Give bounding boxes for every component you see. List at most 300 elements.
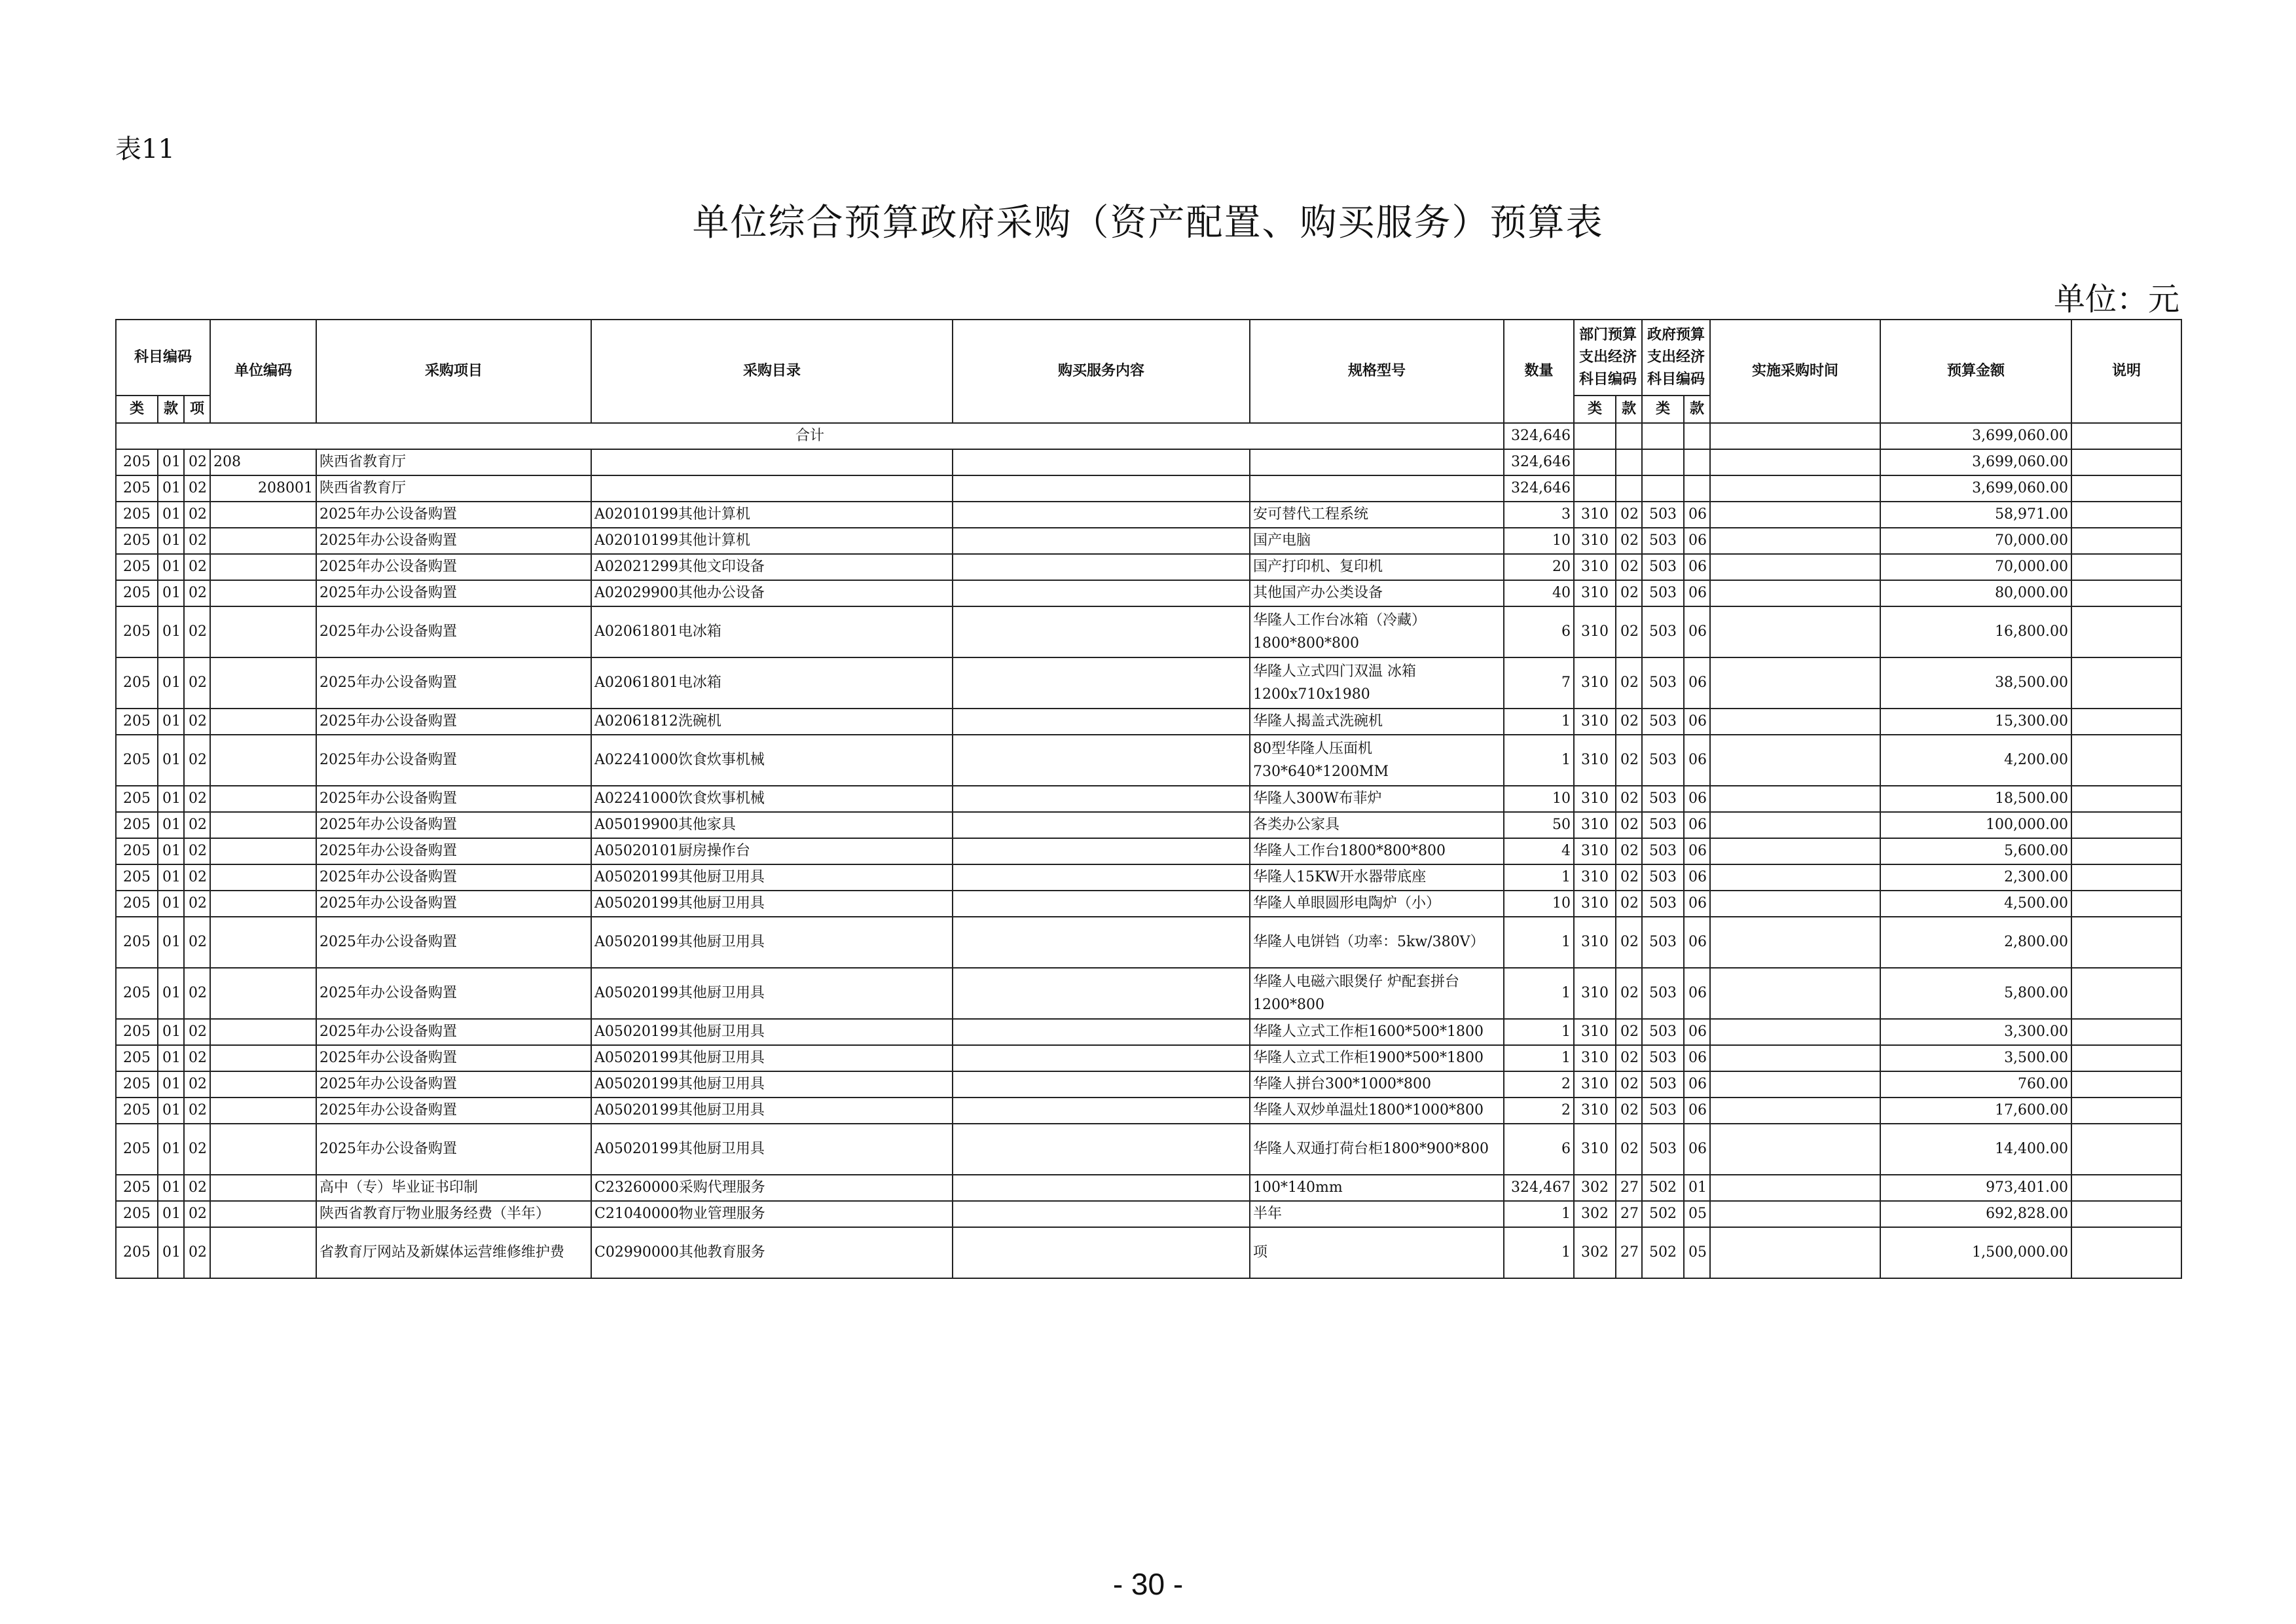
cell-amount: 760.00 xyxy=(1880,1071,2071,1098)
cell-time xyxy=(1710,812,1880,838)
cell-gov-kuan xyxy=(1684,449,1710,475)
cell-catalog: C21040000物业管理服务 xyxy=(591,1201,953,1227)
cell-dept-lei: 310 xyxy=(1574,580,1616,606)
cell-gov-lei: 502 xyxy=(1642,1175,1684,1201)
cell-unit-code xyxy=(210,657,316,709)
cell-kuan: 01 xyxy=(158,1071,184,1098)
cell-item: 2025年办公设备购置 xyxy=(316,786,591,812)
header-dept-kuan: 款 xyxy=(1616,396,1642,423)
cell-gov-lei xyxy=(1642,475,1684,502)
cell-kuan: 01 xyxy=(158,1227,184,1278)
cell-lei: 205 xyxy=(116,1201,158,1227)
cell-gov-lei: 503 xyxy=(1642,580,1684,606)
cell-xiang: 02 xyxy=(184,1227,210,1278)
cell-note xyxy=(2071,735,2181,786)
cell-spec: 华隆人双炒单温灶1800*1000*800 xyxy=(1250,1098,1504,1124)
cell-kuan: 01 xyxy=(158,606,184,657)
cell-gov-kuan: 06 xyxy=(1684,1124,1710,1175)
cell-unit-code xyxy=(210,812,316,838)
cell-time xyxy=(1710,502,1880,528)
table-row xyxy=(116,838,2181,864)
cell-dept-kuan: 02 xyxy=(1616,657,1642,709)
table-row xyxy=(116,528,2181,554)
cell-dept-lei: 310 xyxy=(1574,735,1616,786)
cell-note xyxy=(2071,606,2181,657)
cell-item: 2025年办公设备购置 xyxy=(316,864,591,891)
cell-dept-kuan: 02 xyxy=(1616,709,1642,735)
cell-unit-code xyxy=(210,606,316,657)
cell-qty: 2 xyxy=(1504,1071,1574,1098)
header-unit-code: 单位编码 xyxy=(210,320,316,423)
cell-qty: 1 xyxy=(1504,1227,1574,1278)
cell-kuan: 01 xyxy=(158,891,184,917)
cell-lei: 205 xyxy=(116,528,158,554)
cell-gov-kuan: 06 xyxy=(1684,657,1710,709)
cell-spec: 华隆人双通打荷台柜1800*900*800 xyxy=(1250,1124,1504,1175)
cell-gov-kuan: 06 xyxy=(1684,1071,1710,1098)
cell-catalog: A02021299其他文印设备 xyxy=(591,554,953,580)
cell-xiang: 02 xyxy=(184,1124,210,1175)
cell-service xyxy=(953,1098,1250,1124)
cell-lei: 205 xyxy=(116,709,158,735)
cell-xiang: 02 xyxy=(184,580,210,606)
cell-lei: 205 xyxy=(116,812,158,838)
cell-unit-code xyxy=(210,1071,316,1098)
cell-gov-kuan: 06 xyxy=(1684,580,1710,606)
cell-service xyxy=(953,502,1250,528)
cell-qty: 20 xyxy=(1504,554,1574,580)
cell-gov-kuan xyxy=(1684,475,1710,502)
cell-dept-kuan: 02 xyxy=(1616,917,1642,968)
cell-time xyxy=(1710,786,1880,812)
table-row xyxy=(116,449,2181,475)
cell-item: 2025年办公设备购置 xyxy=(316,968,591,1019)
cell-spec: 华隆人立式工作柜1600*500*1800 xyxy=(1250,1019,1504,1045)
cell-qty: 1 xyxy=(1504,1045,1574,1071)
cell-catalog: A05020199其他厨卫用具 xyxy=(591,1071,953,1098)
cell-gov-kuan: 06 xyxy=(1684,554,1710,580)
cell-catalog: A02061812洗碗机 xyxy=(591,709,953,735)
cell-item: 2025年办公设备购置 xyxy=(316,735,591,786)
cell-dept-kuan: 02 xyxy=(1616,1098,1642,1124)
cell-xiang: 02 xyxy=(184,1201,210,1227)
cell-time xyxy=(1710,1071,1880,1098)
cell-xiang: 02 xyxy=(184,917,210,968)
cell-gov-lei: 503 xyxy=(1642,917,1684,968)
header-note: 说明 xyxy=(2071,320,2181,423)
cell-item: 2025年办公设备购置 xyxy=(316,580,591,606)
table-row xyxy=(116,1227,2181,1278)
cell-unit-code xyxy=(210,891,316,917)
cell-xiang: 02 xyxy=(184,606,210,657)
cell-catalog: A02061801电冰箱 xyxy=(591,657,953,709)
header-qty: 数量 xyxy=(1504,320,1574,423)
cell-service xyxy=(953,1201,1250,1227)
cell-item: 2025年办公设备购置 xyxy=(316,1071,591,1098)
cell-catalog: A05019900其他家具 xyxy=(591,812,953,838)
cell-kuan: 01 xyxy=(158,838,184,864)
cell-dept-kuan: 02 xyxy=(1616,1071,1642,1098)
cell-gov-kuan: 06 xyxy=(1684,864,1710,891)
table-row xyxy=(116,1175,2181,1201)
cell-kuan: 01 xyxy=(158,449,184,475)
cell-spec: 项 xyxy=(1250,1227,1504,1278)
cell-item: 2025年办公设备购置 xyxy=(316,606,591,657)
table-row xyxy=(116,657,2181,709)
cell-time xyxy=(1710,864,1880,891)
cell-amount: 70,000.00 xyxy=(1880,528,2071,554)
cell-qty: 2 xyxy=(1504,1098,1574,1124)
cell-qty: 6 xyxy=(1504,1124,1574,1175)
cell-catalog: A02241000饮食炊事机械 xyxy=(591,735,953,786)
cell-dept-lei: 310 xyxy=(1574,786,1616,812)
cell-amount: 18,500.00 xyxy=(1880,786,2071,812)
cell-unit-code: 208001 xyxy=(210,475,316,502)
cell-dept-lei: 302 xyxy=(1574,1175,1616,1201)
cell-spec: 华隆人单眼圆形电陶炉（小） xyxy=(1250,891,1504,917)
cell-unit-code xyxy=(210,1098,316,1124)
total-amount: 3,699,060.00 xyxy=(1880,423,2071,449)
cell-gov-lei: 503 xyxy=(1642,735,1684,786)
cell-unit-code xyxy=(210,1201,316,1227)
cell-dept-lei: 310 xyxy=(1574,1071,1616,1098)
table-row xyxy=(116,606,2181,657)
table-row xyxy=(116,891,2181,917)
cell-lei: 205 xyxy=(116,917,158,968)
cell-time xyxy=(1710,1201,1880,1227)
cell-spec: 华隆人300W布菲炉 xyxy=(1250,786,1504,812)
cell-xiang: 02 xyxy=(184,891,210,917)
cell-dept-lei xyxy=(1574,475,1616,502)
cell-service xyxy=(953,735,1250,786)
cell-gov-lei: 503 xyxy=(1642,786,1684,812)
header-time: 实施采购时间 xyxy=(1710,320,1880,423)
cell-time xyxy=(1710,1098,1880,1124)
cell-note xyxy=(2071,502,2181,528)
cell-lei: 205 xyxy=(116,606,158,657)
cell-catalog: A05020199其他厨卫用具 xyxy=(591,968,953,1019)
cell-lei: 205 xyxy=(116,554,158,580)
cell-dept-lei: 310 xyxy=(1574,1098,1616,1124)
header-dept-econ: 部门预算支出经济科目编码 xyxy=(1574,320,1642,396)
cell-service xyxy=(953,606,1250,657)
cell-dept-kuan: 27 xyxy=(1616,1201,1642,1227)
cell-qty: 1 xyxy=(1504,709,1574,735)
cell-unit-code xyxy=(210,709,316,735)
cell-item: 2025年办公设备购置 xyxy=(316,1045,591,1071)
cell-time xyxy=(1710,1227,1880,1278)
cell-note xyxy=(2071,891,2181,917)
header-xiang: 项 xyxy=(184,396,210,423)
cell-unit-code xyxy=(210,580,316,606)
cell-note xyxy=(2071,528,2181,554)
cell-spec: 其他国产办公类设备 xyxy=(1250,580,1504,606)
table-row xyxy=(116,968,2181,1019)
cell-xiang: 02 xyxy=(184,709,210,735)
cell-item: 2025年办公设备购置 xyxy=(316,528,591,554)
cell-item: 陕西省教育厅物业服务经费（半年） xyxy=(316,1201,591,1227)
cell-lei: 205 xyxy=(116,475,158,502)
cell-dept-kuan: 02 xyxy=(1616,1019,1642,1045)
cell-spec: 华隆人电磁六眼煲仔 炉配套拼台1200*800 xyxy=(1250,968,1504,1019)
cell-gov-lei: 502 xyxy=(1642,1201,1684,1227)
cell-xiang: 02 xyxy=(184,864,210,891)
cell-qty: 1 xyxy=(1504,864,1574,891)
cell-service xyxy=(953,709,1250,735)
cell-dept-kuan: 02 xyxy=(1616,968,1642,1019)
header-subject-code: 科目编码 xyxy=(116,320,210,396)
cell-gov-kuan: 06 xyxy=(1684,1019,1710,1045)
cell-spec xyxy=(1250,475,1504,502)
cell-amount: 100,000.00 xyxy=(1880,812,2071,838)
budget-table xyxy=(115,319,2182,1279)
header-dept-lei: 类 xyxy=(1574,396,1616,423)
cell-unit-code xyxy=(210,838,316,864)
table-row xyxy=(116,917,2181,968)
cell-spec: 各类办公家具 xyxy=(1250,812,1504,838)
cell-unit-code xyxy=(210,1227,316,1278)
cell-service xyxy=(953,475,1250,502)
cell-dept-lei: 310 xyxy=(1574,968,1616,1019)
table-label: 表11 xyxy=(115,134,175,164)
cell-dept-kuan: 02 xyxy=(1616,528,1642,554)
cell-item: 2025年办公设备购置 xyxy=(316,709,591,735)
cell-qty: 10 xyxy=(1504,786,1574,812)
cell-lei: 205 xyxy=(116,657,158,709)
cell-lei: 205 xyxy=(116,891,158,917)
cell-catalog: A05020199其他厨卫用具 xyxy=(591,864,953,891)
header-item: 采购项目 xyxy=(316,320,591,423)
cell-xiang: 02 xyxy=(184,735,210,786)
table-row xyxy=(116,1124,2181,1175)
cell-catalog: A05020101厨房操作台 xyxy=(591,838,953,864)
cell-amount: 692,828.00 xyxy=(1880,1201,2071,1227)
cell-lei: 205 xyxy=(116,1045,158,1071)
cell-catalog: A05020199其他厨卫用具 xyxy=(591,1019,953,1045)
cell-gov-lei: 503 xyxy=(1642,1045,1684,1071)
cell-lei: 205 xyxy=(116,1098,158,1124)
cell-unit-code xyxy=(210,968,316,1019)
cell-time xyxy=(1710,891,1880,917)
cell-time xyxy=(1710,449,1880,475)
cell-catalog: A05020199其他厨卫用具 xyxy=(591,917,953,968)
cell-time xyxy=(1710,838,1880,864)
cell-dept-kuan: 27 xyxy=(1616,1227,1642,1278)
table-row xyxy=(116,709,2181,735)
cell-amount: 17,600.00 xyxy=(1880,1098,2071,1124)
cell-note xyxy=(2071,580,2181,606)
cell-spec: 华隆人揭盖式洗碗机 xyxy=(1250,709,1504,735)
cell-item: 2025年办公设备购置 xyxy=(316,554,591,580)
cell-service xyxy=(953,1045,1250,1071)
cell-dept-kuan: 02 xyxy=(1616,606,1642,657)
cell-amount: 4,200.00 xyxy=(1880,735,2071,786)
cell-time xyxy=(1710,528,1880,554)
cell-unit-code xyxy=(210,1124,316,1175)
cell-kuan: 01 xyxy=(158,1124,184,1175)
cell-note xyxy=(2071,554,2181,580)
cell-lei: 205 xyxy=(116,1175,158,1201)
cell-service xyxy=(953,891,1250,917)
total-row xyxy=(116,423,2181,449)
cell-xiang: 02 xyxy=(184,1019,210,1045)
cell-unit-code xyxy=(210,554,316,580)
cell-time xyxy=(1710,606,1880,657)
cell-spec: 华隆人电饼铛（功率：5kw/380V） xyxy=(1250,917,1504,968)
cell-note xyxy=(2071,917,2181,968)
header-gov-econ: 政府预算支出经济科目编码 xyxy=(1642,320,1710,396)
cell-gov-lei: 503 xyxy=(1642,606,1684,657)
cell-spec: 半年 xyxy=(1250,1201,1504,1227)
cell-qty: 10 xyxy=(1504,891,1574,917)
cell-note xyxy=(2071,1201,2181,1227)
cell-service xyxy=(953,786,1250,812)
cell-amount: 3,300.00 xyxy=(1880,1019,2071,1045)
cell-lei: 205 xyxy=(116,1071,158,1098)
cell-note xyxy=(2071,1175,2181,1201)
cell-gov-lei: 503 xyxy=(1642,968,1684,1019)
cell-catalog xyxy=(591,449,953,475)
cell-note xyxy=(2071,709,2181,735)
cell-lei: 205 xyxy=(116,449,158,475)
cell-amount: 5,800.00 xyxy=(1880,968,2071,1019)
cell-item: 2025年办公设备购置 xyxy=(316,917,591,968)
cell-dept-kuan: 02 xyxy=(1616,864,1642,891)
cell-amount: 70,000.00 xyxy=(1880,554,2071,580)
cell-amount: 2,800.00 xyxy=(1880,917,2071,968)
cell-item: 2025年办公设备购置 xyxy=(316,1019,591,1045)
cell-qty: 3 xyxy=(1504,502,1574,528)
cell-spec: 国产电脑 xyxy=(1250,528,1504,554)
cell-catalog: A05020199其他厨卫用具 xyxy=(591,1098,953,1124)
cell-lei: 205 xyxy=(116,735,158,786)
cell-unit-code xyxy=(210,528,316,554)
cell-dept-lei: 310 xyxy=(1574,812,1616,838)
cell-amount: 15,300.00 xyxy=(1880,709,2071,735)
cell-xiang: 02 xyxy=(184,502,210,528)
cell-gov-lei: 503 xyxy=(1642,709,1684,735)
cell-time xyxy=(1710,1124,1880,1175)
cell-time xyxy=(1710,580,1880,606)
cell-xiang: 02 xyxy=(184,1045,210,1071)
cell-qty: 10 xyxy=(1504,528,1574,554)
cell-kuan: 01 xyxy=(158,528,184,554)
cell-kuan: 01 xyxy=(158,1201,184,1227)
cell-kuan: 01 xyxy=(158,786,184,812)
cell-unit-code xyxy=(210,786,316,812)
cell-gov-lei: 503 xyxy=(1642,812,1684,838)
cell-qty: 7 xyxy=(1504,657,1574,709)
cell-dept-lei: 302 xyxy=(1574,1227,1616,1278)
cell-qty: 1 xyxy=(1504,917,1574,968)
cell-gov-lei: 503 xyxy=(1642,891,1684,917)
header-service: 购买服务内容 xyxy=(953,320,1250,423)
cell-amount: 38,500.00 xyxy=(1880,657,2071,709)
cell-gov-kuan: 06 xyxy=(1684,735,1710,786)
cell-lei: 205 xyxy=(116,1227,158,1278)
cell-gov-kuan: 06 xyxy=(1684,891,1710,917)
cell-kuan: 01 xyxy=(158,1098,184,1124)
cell-dept-lei: 310 xyxy=(1574,838,1616,864)
table-row xyxy=(116,1201,2181,1227)
cell-qty: 50 xyxy=(1504,812,1574,838)
cell-service xyxy=(953,580,1250,606)
cell-amount: 973,401.00 xyxy=(1880,1175,2071,1201)
cell-qty: 4 xyxy=(1504,838,1574,864)
table-row xyxy=(116,864,2181,891)
cell-dept-lei: 310 xyxy=(1574,891,1616,917)
cell-dept-kuan: 02 xyxy=(1616,838,1642,864)
cell-note xyxy=(2071,475,2181,502)
cell-service xyxy=(953,838,1250,864)
cell-dept-lei xyxy=(1574,449,1616,475)
cell-service xyxy=(953,1124,1250,1175)
cell-kuan: 01 xyxy=(158,1045,184,1071)
cell-time xyxy=(1710,657,1880,709)
cell-kuan: 01 xyxy=(158,502,184,528)
cell-catalog: A02029900其他办公设备 xyxy=(591,580,953,606)
cell-dept-lei: 310 xyxy=(1574,1045,1616,1071)
cell-catalog: A02010199其他计算机 xyxy=(591,502,953,528)
table-row xyxy=(116,812,2181,838)
cell-gov-kuan: 06 xyxy=(1684,968,1710,1019)
cell-note xyxy=(2071,1098,2181,1124)
header-spec: 规格型号 xyxy=(1250,320,1504,423)
cell-gov-lei: 503 xyxy=(1642,502,1684,528)
cell-unit-code: 208 xyxy=(210,449,316,475)
cell-spec: 国产打印机、复印机 xyxy=(1250,554,1504,580)
cell-spec: 华隆人立式四门双温 冰箱1200x710x1980 xyxy=(1250,657,1504,709)
cell-spec: 华隆人工作台冰箱（冷藏）1800*800*800 xyxy=(1250,606,1504,657)
cell-qty: 1 xyxy=(1504,968,1574,1019)
table-row xyxy=(116,786,2181,812)
cell-item: 2025年办公设备购置 xyxy=(316,812,591,838)
cell-dept-kuan: 02 xyxy=(1616,735,1642,786)
cell-kuan: 01 xyxy=(158,554,184,580)
cell-gov-lei xyxy=(1642,449,1684,475)
table-row xyxy=(116,554,2181,580)
cell-note xyxy=(2071,449,2181,475)
cell-dept-lei: 302 xyxy=(1574,1201,1616,1227)
cell-item: 2025年办公设备购置 xyxy=(316,891,591,917)
cell-xiang: 02 xyxy=(184,528,210,554)
table-row xyxy=(116,1019,2181,1045)
cell-amount: 4,500.00 xyxy=(1880,891,2071,917)
cell-dept-kuan: 02 xyxy=(1616,502,1642,528)
page-number: - 30 - xyxy=(1112,1567,1184,1601)
cell-spec: 安可替代工程系统 xyxy=(1250,502,1504,528)
cell-catalog: A05020199其他厨卫用具 xyxy=(591,1045,953,1071)
cell-service xyxy=(953,1071,1250,1098)
cell-dept-kuan: 02 xyxy=(1616,1124,1642,1175)
cell-qty: 324,646 xyxy=(1504,475,1574,502)
table-row xyxy=(116,1071,2181,1098)
cell-xiang: 02 xyxy=(184,1175,210,1201)
cell-time xyxy=(1710,475,1880,502)
unit-label: 单位：元 xyxy=(2053,281,2179,318)
cell-lei: 205 xyxy=(116,968,158,1019)
cell-dept-lei: 310 xyxy=(1574,606,1616,657)
cell-kuan: 01 xyxy=(158,812,184,838)
cell-spec: 80型华隆人压面机730*640*1200MM xyxy=(1250,735,1504,786)
cell-kuan: 01 xyxy=(158,864,184,891)
cell-gov-kuan: 06 xyxy=(1684,917,1710,968)
cell-spec xyxy=(1250,449,1504,475)
cell-amount: 80,000.00 xyxy=(1880,580,2071,606)
cell-lei: 205 xyxy=(116,580,158,606)
cell-service xyxy=(953,449,1250,475)
cell-dept-kuan: 02 xyxy=(1616,554,1642,580)
